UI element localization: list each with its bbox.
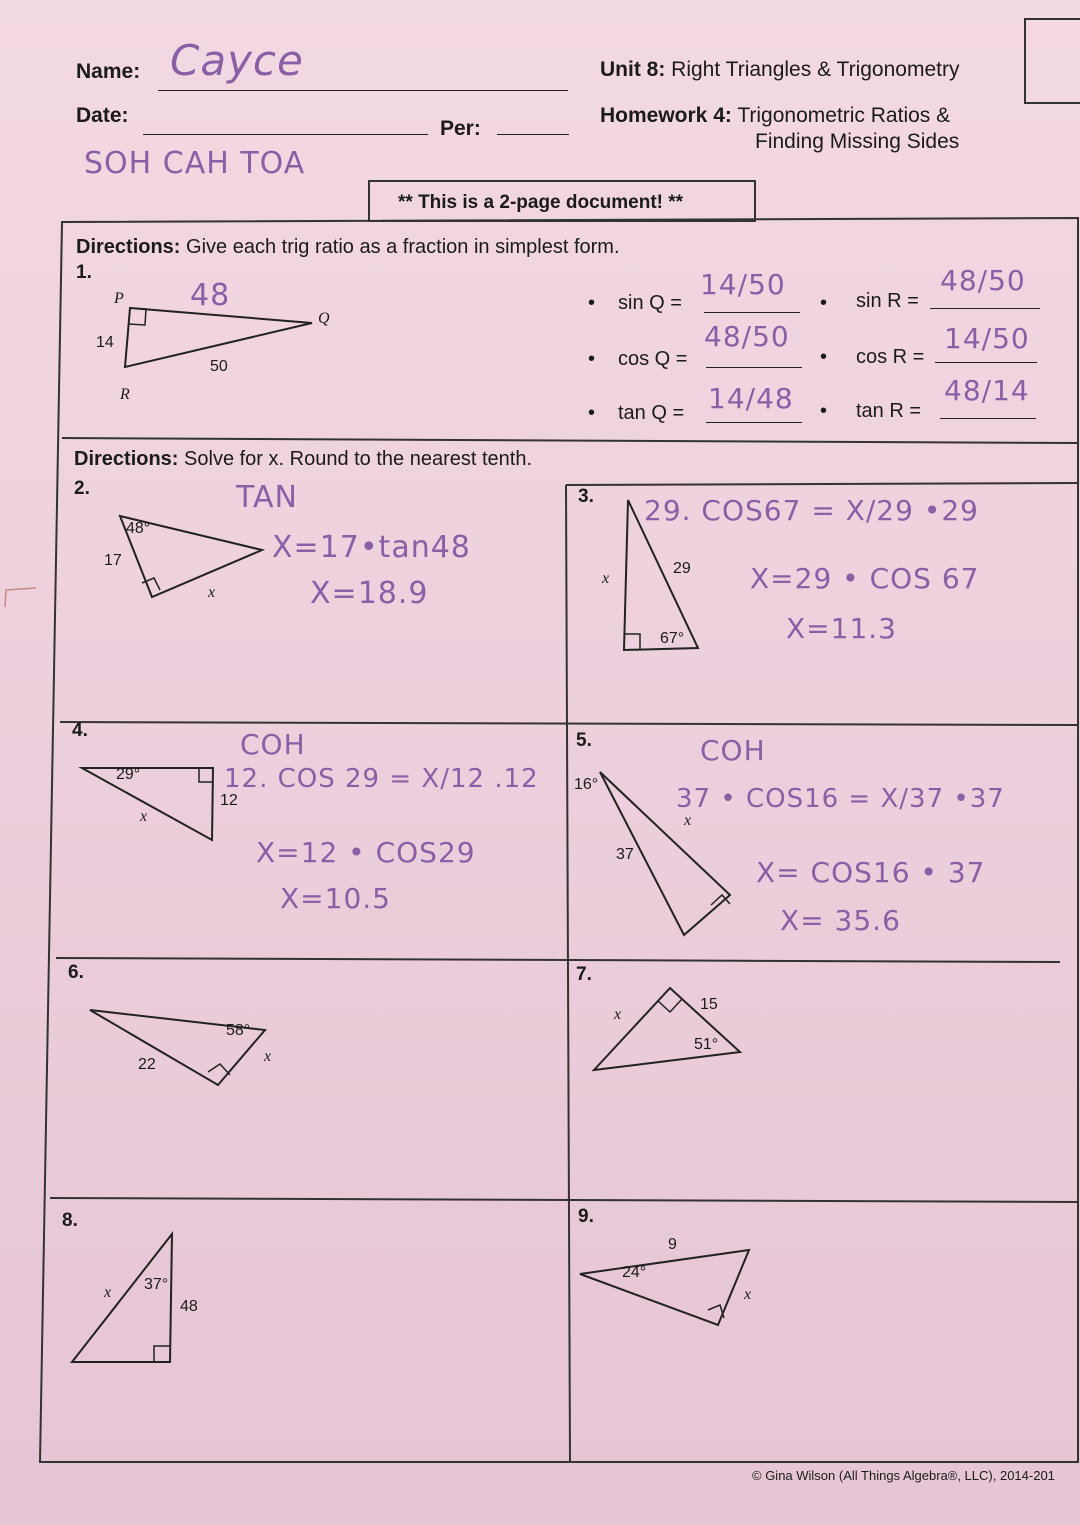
homework-title bbox=[600, 104, 950, 128]
homework-name: Trigonometric Ratios & bbox=[737, 104, 951, 127]
homework-subtitle: Finding Missing Sides bbox=[755, 130, 960, 153]
bullet: • bbox=[820, 346, 828, 368]
problem-3-work-3: X=11.3 bbox=[786, 612, 897, 645]
problem-4-work-2: 12. COS 29 = X/12 .12 bbox=[224, 764, 539, 794]
problem-4-work-3: X=12 • COS29 bbox=[256, 836, 476, 869]
right-angle-marker-3 bbox=[624, 634, 640, 650]
row-divider-4 bbox=[56, 958, 1060, 962]
problem-4-side: 12 bbox=[220, 792, 238, 809]
problem-5-angle: 16° bbox=[574, 776, 599, 793]
problem-8-x: x bbox=[104, 1284, 112, 1301]
directions-1-label: Directions: bbox=[76, 236, 181, 258]
row-divider-5 bbox=[50, 1198, 1078, 1202]
cos-r-blank[interactable] bbox=[935, 362, 1037, 363]
problem-5-x: x bbox=[684, 812, 692, 829]
mnemonic-note: SOH CAH TOA bbox=[84, 146, 306, 181]
bullet: • bbox=[588, 292, 596, 314]
problem-3-x: x bbox=[602, 570, 610, 587]
problem-4-angle: 29° bbox=[116, 766, 141, 783]
right-angle-marker-4 bbox=[199, 768, 213, 782]
row-divider-2 bbox=[566, 483, 1078, 485]
right-angle-marker-7 bbox=[658, 999, 682, 1012]
sin-r-answer: 48/50 bbox=[940, 264, 1026, 297]
tan-q-answer: 14/48 bbox=[708, 382, 794, 415]
problem-8-number: 8. bbox=[62, 1210, 78, 1231]
problem-5-work-4: X= 35.6 bbox=[780, 904, 901, 937]
problem-9-side: 9 bbox=[668, 1236, 677, 1253]
right-angle-marker-8 bbox=[154, 1346, 171, 1362]
problem-9-x: x bbox=[744, 1286, 752, 1303]
triangle-9 bbox=[580, 1250, 752, 1325]
sin-r-blank[interactable] bbox=[930, 308, 1040, 309]
bullet: • bbox=[588, 402, 596, 424]
sin-q-blank[interactable] bbox=[704, 312, 800, 313]
bullet: • bbox=[588, 348, 596, 370]
problem-4-x: x bbox=[140, 808, 148, 825]
score-box bbox=[1024, 18, 1080, 104]
problem-2-side: 17 bbox=[104, 552, 122, 569]
directions-1 bbox=[76, 236, 620, 259]
name-label: Name: bbox=[76, 60, 141, 83]
problem-2-number: 2. bbox=[74, 478, 90, 499]
problem-7-side: 15 bbox=[700, 996, 718, 1013]
triangle-8 bbox=[72, 1234, 172, 1362]
problem-4-number: 4. bbox=[72, 720, 88, 741]
problem-4-work-4: X=10.5 bbox=[280, 882, 391, 915]
tan-r-blank[interactable] bbox=[940, 418, 1036, 419]
problem-2-x: x bbox=[208, 584, 216, 601]
side-pq: 48 bbox=[190, 278, 231, 313]
tan-q-blank[interactable] bbox=[706, 422, 802, 423]
problem-2-work-2: X=17•tan48 bbox=[272, 530, 471, 565]
vertex-q: Q bbox=[318, 310, 330, 327]
problem-2-angle: 48° bbox=[126, 520, 151, 537]
problem-5-work-1: COH bbox=[700, 734, 766, 767]
cos-q-answer: 48/50 bbox=[704, 320, 790, 353]
problem-5-work-2: 37 • COS16 = X/37 •37 bbox=[676, 784, 1005, 814]
directions-2-label: Directions: bbox=[74, 448, 179, 470]
banner-text: ** This is a 2-page document! ** bbox=[398, 192, 684, 213]
name-value: Cayce bbox=[170, 36, 304, 85]
unit-title bbox=[600, 58, 959, 82]
vertex-p: P bbox=[114, 290, 124, 307]
bullet: • bbox=[820, 400, 828, 422]
problem-3-work-2: X=29 • COS 67 bbox=[750, 562, 980, 595]
triangle-4 bbox=[82, 768, 213, 840]
problem-8-angle: 37° bbox=[144, 1276, 169, 1293]
date-label: Date: bbox=[76, 104, 129, 127]
side-pr: 14 bbox=[96, 334, 114, 351]
problem-5-side: 37 bbox=[616, 846, 634, 863]
problem-3-number: 3. bbox=[578, 486, 594, 507]
tan-r-answer: 48/14 bbox=[944, 374, 1030, 407]
problem-2-work-3: X=18.9 bbox=[310, 576, 429, 611]
sin-q-label: sin Q = bbox=[618, 292, 682, 314]
sin-r-label: sin R = bbox=[856, 290, 919, 312]
problem-3-work-1: 29. COS67 = X/29 •29 bbox=[644, 494, 979, 527]
tan-r-label: tan R = bbox=[856, 400, 922, 422]
row-divider-1 bbox=[62, 438, 1078, 443]
problem-7-angle: 51° bbox=[694, 1036, 719, 1053]
directions-2 bbox=[74, 448, 532, 471]
copyright-footer: © Gina Wilson (All Things Algebra®, LLC), 2014-201 bbox=[752, 1468, 1055, 1483]
name-field-line[interactable] bbox=[158, 90, 568, 91]
problem-3-angle: 67° bbox=[660, 630, 685, 647]
directions-1-text: Give each trig ratio as a fraction in simplest form. bbox=[186, 236, 620, 258]
cos-q-blank[interactable] bbox=[706, 367, 802, 368]
directions-2-text: Solve for x. Round to the nearest tenth. bbox=[184, 448, 533, 470]
problem-7-x: x bbox=[614, 1006, 622, 1023]
problem-3-side: 29 bbox=[673, 560, 691, 577]
problem-1-number: 1. bbox=[76, 262, 92, 283]
problem-8-side: 48 bbox=[180, 1298, 198, 1315]
vertex-r: R bbox=[120, 386, 130, 403]
cos-r-label: cos R = bbox=[856, 346, 925, 368]
problem-9-number: 9. bbox=[578, 1206, 594, 1227]
problem-7-number: 7. bbox=[576, 964, 592, 985]
column-divider bbox=[566, 485, 570, 1462]
tan-q-label: tan Q = bbox=[618, 402, 685, 424]
side-qr: 50 bbox=[210, 358, 228, 375]
per-field-line[interactable] bbox=[497, 134, 569, 135]
unit-number: Unit 8: bbox=[600, 58, 666, 81]
margin-mark bbox=[5, 588, 36, 607]
cos-q-label: cos Q = bbox=[618, 348, 688, 370]
per-label: Per: bbox=[440, 117, 481, 140]
problem-5-number: 5. bbox=[576, 730, 592, 751]
cos-r-answer: 14/50 bbox=[944, 322, 1030, 355]
unit-name: Right Triangles & Trigonometry bbox=[671, 58, 960, 81]
problems-border bbox=[40, 218, 1078, 1462]
problem-6-number: 6. bbox=[68, 962, 84, 983]
problem-9-angle: 24° bbox=[622, 1264, 647, 1281]
problem-2-work-1: TAN bbox=[236, 480, 298, 515]
homework-number: Homework 4: bbox=[600, 104, 732, 127]
date-field-line[interactable] bbox=[143, 134, 428, 135]
problem-5-work-3: X= COS16 • 37 bbox=[756, 856, 986, 889]
problem-6-angle: 58° bbox=[226, 1022, 251, 1039]
problem-4-work-1: COH bbox=[240, 728, 306, 761]
row-divider-3 bbox=[60, 722, 1078, 725]
bullet: • bbox=[820, 292, 828, 314]
problem-6-x: x bbox=[264, 1048, 272, 1065]
problem-6-side: 22 bbox=[138, 1056, 156, 1073]
triangle-7 bbox=[594, 988, 740, 1070]
sin-q-answer: 14/50 bbox=[700, 268, 786, 301]
